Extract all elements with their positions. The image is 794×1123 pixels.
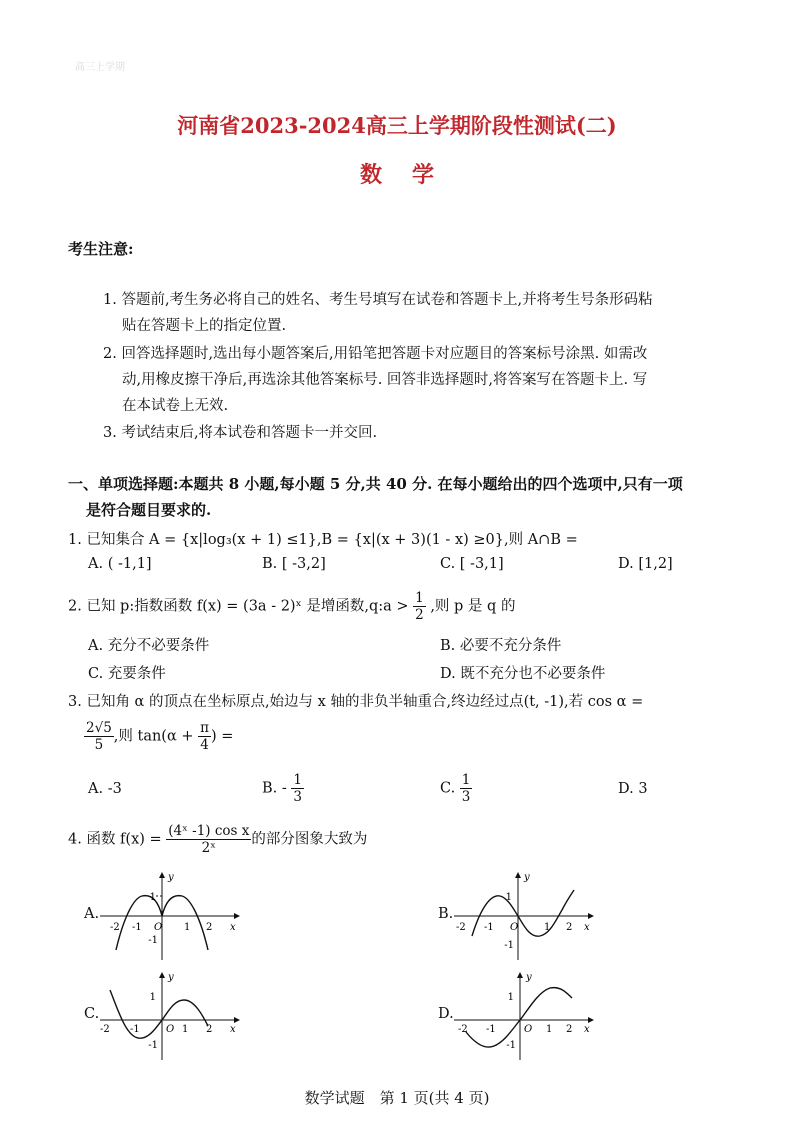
graph-a-tick-neg2: -2 xyxy=(110,922,120,933)
q4-stem-b: 的部分图象大致为 xyxy=(251,831,368,848)
q2-frac-den: 2 xyxy=(415,607,424,623)
graph-c-tick-2: 2 xyxy=(206,1024,213,1035)
q3-option-b-den: 3 xyxy=(293,789,302,805)
q2-stem-a: 2. 已知 p:指数函数 f(x) = (3a - 2)ˣ 是增函数,q:a > xyxy=(68,598,409,615)
q3-option-b-fraction xyxy=(291,772,304,805)
graph-a-tick-neg1: -1 xyxy=(132,922,142,933)
graph-b-label-yneg1: -1 xyxy=(504,940,514,951)
q1-stem: 1. 已知集合 A = {x|log₃(x + 1) ≤1},B = {x|(x + 3)(1 - x) ≥0},则 A∩B = xyxy=(68,532,578,548)
graph-c-tick-neg2: -2 xyxy=(100,1024,110,1035)
graph-d-tick-1: 1 xyxy=(546,1024,553,1035)
notice-line-5: 在本试卷上无效. xyxy=(122,398,229,414)
q2-stem-b: ,则 p 是 q 的 xyxy=(430,598,516,615)
graph-b xyxy=(450,870,594,962)
notice-line-3: 2. 回答选择题时,选出每小题答案后,用铅笔把答题卡对应题目的答案标号涂黑. 如需改 xyxy=(103,346,648,362)
graph-c-label-y: y xyxy=(168,972,174,983)
graph-d-label-x: x xyxy=(584,1024,590,1035)
graph-a-y-arrow xyxy=(159,872,165,878)
q3-option-b-num: 1 xyxy=(293,772,302,788)
q2-option-b: B. 必要不充分条件 xyxy=(440,638,562,654)
graph-a-label-y: y xyxy=(168,872,174,883)
q4-label-d: D. xyxy=(438,1006,454,1022)
q1-option-a: A. ( -1,1] xyxy=(88,556,152,572)
q3-option-c xyxy=(440,772,472,805)
graph-a-label-yneg1: -1 xyxy=(148,935,158,946)
graph-a-label-x: x xyxy=(230,922,236,933)
graph-d xyxy=(450,970,594,1062)
q4-frac-den: 2ˣ xyxy=(201,840,216,856)
graph-b-y-arrow xyxy=(515,872,521,878)
graph-d-origin: O xyxy=(524,1024,533,1035)
q2-option-c: C. 充要条件 xyxy=(88,666,166,682)
graph-c-origin: O xyxy=(166,1024,175,1035)
q2-stem xyxy=(68,590,515,623)
q3-stem-line2 xyxy=(84,720,233,753)
graph-d-label-yneg1: -1 xyxy=(506,1040,516,1051)
q4-frac-num: (4ˣ -1) cos x xyxy=(168,823,250,839)
graph-c-label-yneg1: -1 xyxy=(148,1040,158,1051)
q3-cos-num: 2√5 xyxy=(86,720,112,736)
q3-stem-end: ) = xyxy=(211,728,234,745)
graph-b-tick-neg2: -2 xyxy=(456,922,466,933)
q3-pi-fraction xyxy=(198,720,211,753)
graph-c-x-arrow xyxy=(234,1017,240,1023)
q3-option-c-fraction xyxy=(460,772,473,805)
q2-option-a: A. 充分不必要条件 xyxy=(88,638,210,654)
q3-option-c-prefix: C. xyxy=(440,780,456,797)
graph-a-tick-2: 2 xyxy=(206,922,213,933)
graph-d-tick-2: 2 xyxy=(566,1024,573,1035)
notice-line-1: 1. 答题前,考生务必将自己的姓名、考生号填写在试卷和答题卡上,并将考生号条形码粘 xyxy=(103,292,653,308)
q2-option-d: D. 既不充分也不必要条件 xyxy=(440,666,606,682)
q3-option-d: D. 3 xyxy=(618,781,648,797)
q3-option-c-num: 1 xyxy=(461,772,471,788)
graph-c-curve xyxy=(110,990,208,1038)
q3-option-a: A. -3 xyxy=(88,781,122,797)
graph-d-curve xyxy=(466,988,572,1047)
graph-d-tick-neg2: -2 xyxy=(458,1024,468,1035)
q3-cos-den: 5 xyxy=(94,737,104,753)
graph-b-tick-neg1: -1 xyxy=(484,922,494,933)
q4-label-b: B. xyxy=(438,906,454,922)
q3-pi-num: π xyxy=(200,720,210,736)
graph-c-tick-neg1: -1 xyxy=(130,1024,140,1035)
q3-cos-fraction xyxy=(84,720,114,753)
notice-line-6: 3. 考试结束后,将本试卷和答题卡一并交回. xyxy=(103,425,378,441)
q3-option-c-den: 3 xyxy=(461,789,471,805)
graph-b-tick-2: 2 xyxy=(566,922,573,933)
graph-b-origin: O xyxy=(510,922,519,933)
graph-d-label-y1: 1 xyxy=(507,992,514,1003)
graph-d-label-y: y xyxy=(526,972,532,983)
exam-title: 河南省2023-2024高三上学期阶段性测试(二) xyxy=(177,113,617,138)
graph-d-y-arrow xyxy=(517,972,523,978)
subject-title: 数学 xyxy=(359,162,464,188)
q1-option-d: D. [1,2] xyxy=(618,556,673,572)
q1-option-c: C. [ -3,1] xyxy=(440,556,504,572)
graph-b-label-y1: 1 xyxy=(505,892,512,903)
graph-b-label-y: y xyxy=(524,872,530,883)
q2-frac-num: 1 xyxy=(415,590,424,606)
section-heading-2: 是符合题目要求的. xyxy=(86,501,212,519)
graph-a-tick-1: 1 xyxy=(184,922,191,933)
q1-option-b: B. [ -3,2] xyxy=(262,556,326,572)
notice-heading: 考生注意: xyxy=(68,240,134,258)
q4-stem-a: 4. 函数 f(x) = xyxy=(68,831,162,848)
q3-option-b-prefix: B. - xyxy=(262,780,287,797)
q4-fraction xyxy=(166,823,251,856)
graph-c-label-x: x xyxy=(230,1024,236,1035)
notice-line-4: 动,用橡皮擦干净后,再选涂其他答案标号. 回答非选择题时,将答案写在答题卡上. 写 xyxy=(122,372,648,388)
graph-c xyxy=(96,970,240,1062)
section-heading: 一、单项选择题:本题共 8 小题,每小题 5 分,共 40 分. 在每小题给出的四个选项中,只有一项 xyxy=(68,475,683,493)
graph-c-tick-1: 1 xyxy=(182,1024,189,1035)
graph-c-label-y1: 1 xyxy=(149,992,156,1003)
graph-a-x-arrow xyxy=(234,913,240,919)
notice-line-2: 贴在答题卡上的指定位置. xyxy=(122,318,287,334)
graph-a-origin: O xyxy=(154,922,163,933)
q3-option-b xyxy=(262,772,304,805)
graph-d-x-arrow xyxy=(588,1017,594,1023)
page-footer: 数学试题 第 1 页(共 4 页) xyxy=(304,1089,490,1107)
graph-b-x-arrow xyxy=(588,913,594,919)
q3-pi-den: 4 xyxy=(200,737,209,753)
graph-d-tick-neg1: -1 xyxy=(486,1024,496,1035)
graph-c-y-arrow xyxy=(159,972,165,978)
q3-stem-line1: 3. 已知角 α 的顶点在坐标原点,始边与 x 轴的非负半轴重合,终边经过点(t, -1),若 cos α = xyxy=(68,694,644,710)
q3-stem-mid: ,则 tan(α + xyxy=(113,728,194,745)
q4-label-a: A. xyxy=(84,906,100,922)
q2-fraction xyxy=(413,590,426,623)
graph-b-tick-1: 1 xyxy=(544,922,551,933)
graph-a-label-y1: 1 xyxy=(149,892,156,903)
corner-mark: 高三上学期 xyxy=(75,62,125,73)
graph-a xyxy=(96,870,240,962)
q4-label-c: C. xyxy=(84,1006,100,1022)
q4-stem xyxy=(68,823,367,856)
graph-b-label-x: x xyxy=(584,922,590,933)
